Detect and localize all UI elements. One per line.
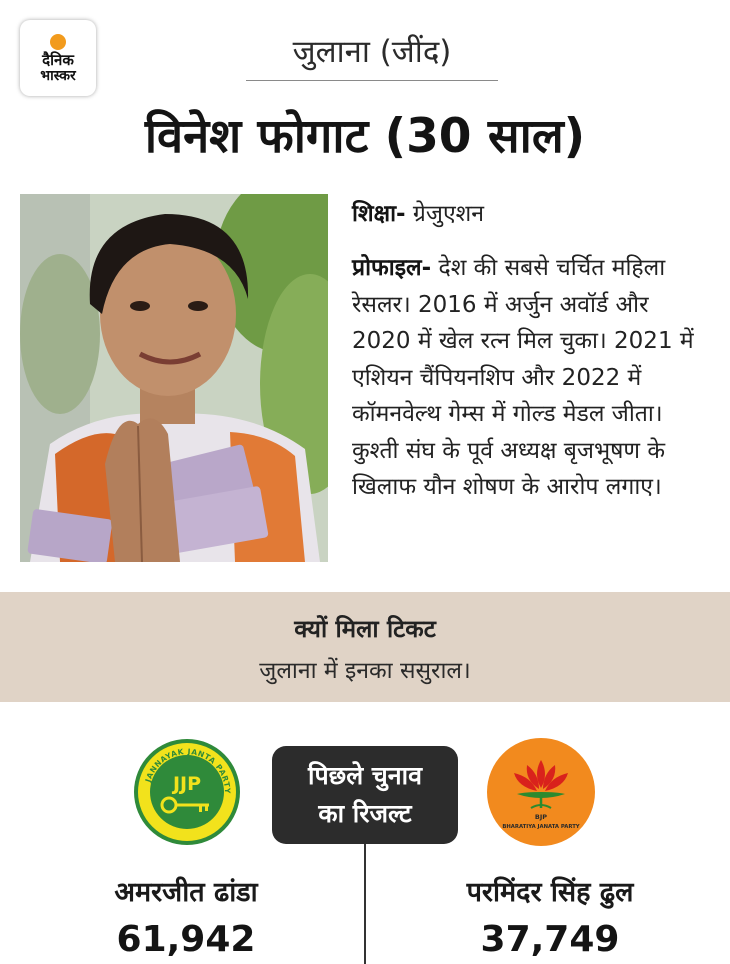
jjp-party-logo <box>133 738 241 846</box>
logo-text-line2: भास्कर <box>40 67 76 84</box>
profile-text: देश की सबसे चर्चित महिला रेसलर। 2016 में अर्जुन अवॉर्ड और 2020 में खेल रत्न मिल चुका। 2021 में एशियन चैंपियनशिप और 2022 में कॉमनवेल्थ गेम्स में गोल्ड मेडल जीता। कुश्ती संघ के पूर्व अध्यक्ष बृजभूषण के खिलाफ यौन शोषण के आरोप लगाए। <box>352 255 694 500</box>
right-candidate-name: परमिंदर सिंह ढुल <box>466 877 634 908</box>
dainik-bhaskar-logo <box>20 20 96 96</box>
candidate-photo-illustration <box>20 194 328 562</box>
previous-candidate-right <box>400 872 700 960</box>
candidate-name: विनेश फोगाट (30 साल) <box>144 109 586 164</box>
result-divider <box>364 844 366 964</box>
constituency-title: जुलाना (जींद) <box>246 30 498 81</box>
ticket-reason-band <box>0 592 730 702</box>
ticket-reason-text: जुलाना में इनका ससुराल। <box>259 658 471 684</box>
left-candidate-votes: 61,942 <box>116 919 256 960</box>
previous-result-line2: का रिजल्ट <box>318 799 412 828</box>
bjp-ring-text: BHARATIYA JANATA PARTY <box>502 824 580 830</box>
education-label: शिक्षा- <box>352 201 406 227</box>
ticket-reason-title: क्यों मिला टिकट <box>294 615 436 643</box>
previous-candidate-left <box>36 872 336 960</box>
jjp-ring-text: JANNAYAK JANTA PARTY <box>143 746 233 795</box>
education-line <box>352 196 714 232</box>
candidate-photo <box>20 194 328 562</box>
jjp-badge-text: JJP <box>172 773 202 795</box>
previous-result-line1: पिछले चुनाव <box>308 761 422 790</box>
profile-label: प्रोफाइल- <box>352 255 432 281</box>
bjp-badge-text: BJP <box>534 813 548 821</box>
left-candidate-name: अमरजीत ढांडा <box>114 877 258 908</box>
bjp-party-logo <box>487 738 595 846</box>
previous-result-label <box>272 746 458 844</box>
candidate-bio <box>352 196 714 506</box>
logo-text-line1: दैनिक <box>42 50 74 69</box>
right-candidate-votes: 37,749 <box>480 919 620 960</box>
education-value: ग्रेजुएशन <box>412 201 485 227</box>
profile-paragraph <box>352 250 714 506</box>
sun-icon <box>50 34 66 50</box>
